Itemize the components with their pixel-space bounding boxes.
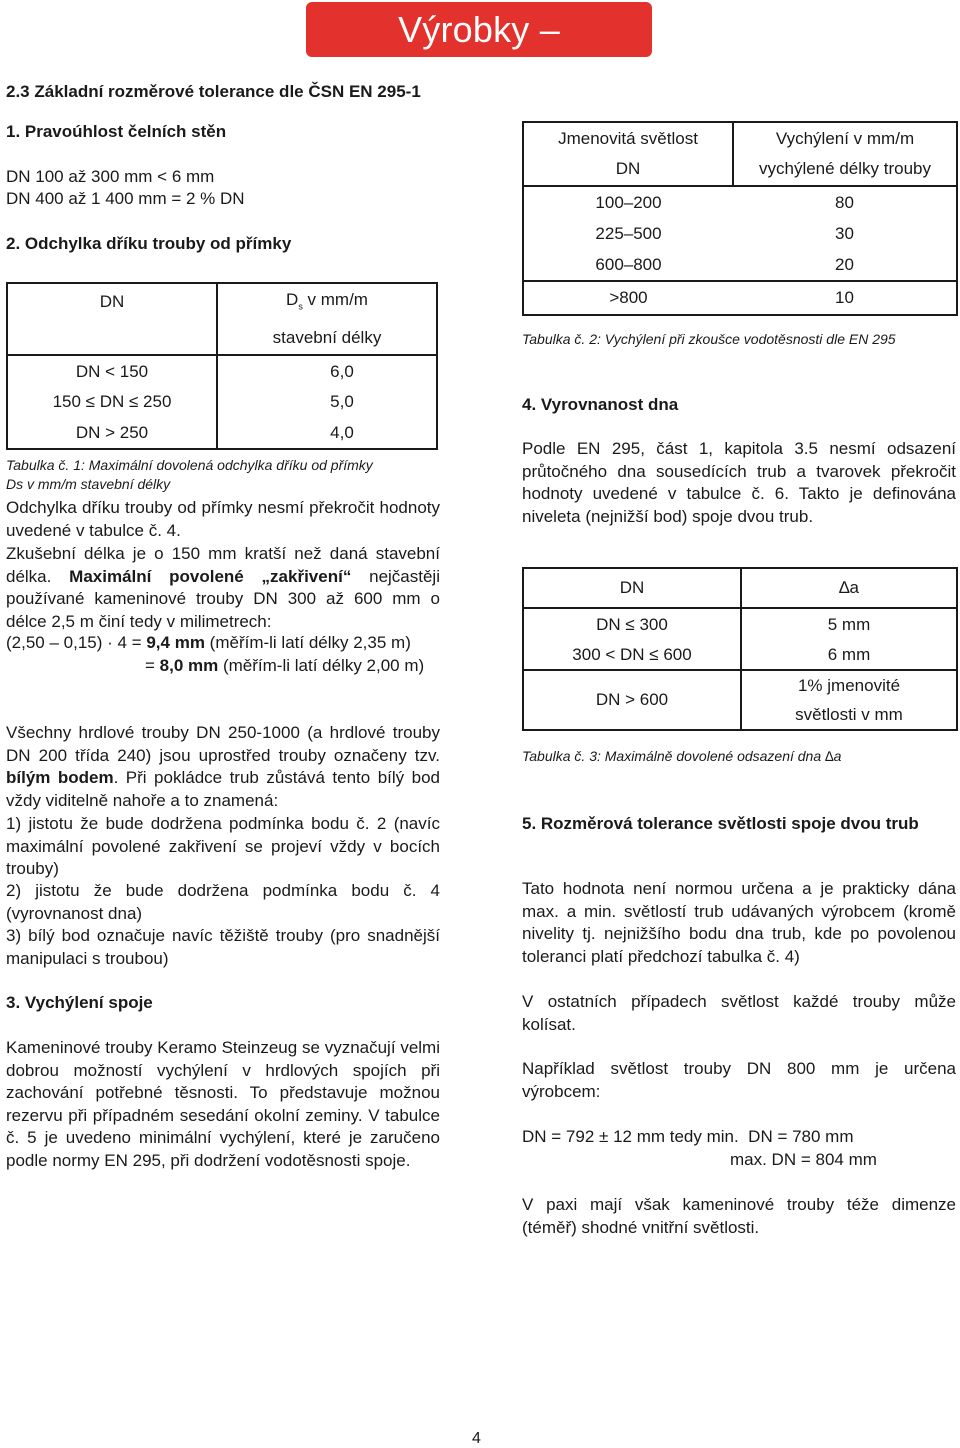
- table3-cell-val: 6 mm: [741, 640, 957, 670]
- table1-header-ds-line2: stavební délky: [272, 328, 382, 348]
- page-header-banner: [306, 2, 652, 105]
- para-6: Tato hodnota není normou určena a je prakticky dána max. a min. světlostí trub udávaných výrobcem (kromě nivelity tj. nejnižšího bodu dna trub, kde po povolenou toleranci platí předchozí tabulka č. 4): [522, 879, 956, 966]
- table1-caption-label: Tabulka č.: [6, 457, 70, 473]
- para2-a: Zkušební délka je o 150 mm kratší než daná stavební délka.: [6, 544, 440, 586]
- table-row: [523, 186, 957, 219]
- para2-bold: Maximální povolené „zakřivení“: [69, 566, 352, 586]
- para2-b: nejčastěji používané kameninové trouby DN 300 až 600 mm o délce 2,5 m činí tedy v milimetrech:: [6, 566, 440, 631]
- para-9: V paxi mají však kameninové trouby téže dimenze (téměř) shodné vnitřní světlosti.: [522, 1195, 956, 1237]
- s1-line1: DN 100 až 300 mm < 6 mm: [6, 167, 215, 186]
- table-1: [6, 282, 438, 450]
- table2-header-val-line2: vychýlené délky trouby: [759, 159, 931, 178]
- para-7: V ostatních případech světlost každé trouby může kolísat.: [522, 992, 956, 1034]
- section-title: 2.3 Základní rozměrové tolerance dle ČSN EN 295-1: [6, 82, 421, 101]
- table2-header-dn: [523, 122, 733, 186]
- para3-bold: bílým bodem: [6, 768, 114, 787]
- table1-cell-val: 5,0: [330, 392, 354, 412]
- table1-cell-dn: DN > 250: [7, 417, 217, 449]
- formula1-a: (2,50 – 0,15) · 4 =: [6, 633, 147, 652]
- table2-cell-dn: 600–800: [595, 254, 662, 274]
- formula-1: [6, 632, 411, 655]
- table3-cell-dn: DN > 600: [523, 670, 741, 730]
- table2-header-val-line1: Vychýlení v mm/m: [775, 129, 915, 148]
- formula2-a: =: [145, 656, 160, 675]
- list-item-1: 1) jistotu že bude dodržena podmínka bodu č. 2 (navíc maximální povolené zakřivení se projeví vždy v bocích trouby): [6, 814, 440, 878]
- table3-caption-text: 3: Maximálně dovolené odsazení dna: [585, 748, 826, 764]
- table2-cell-dn: 225–500: [595, 224, 662, 243]
- table1-caption: [6, 457, 446, 495]
- table1-cell-val: 4,0: [330, 422, 354, 442]
- s3-title: 3. Vychýlení spoje: [6, 993, 153, 1012]
- table2-cell-val: 80: [835, 193, 854, 212]
- table3-cell-dn: DN ≤ 300: [523, 608, 741, 640]
- table3-last-val2: světlosti v mm: [795, 705, 903, 724]
- s4-title: 4. Vyrovnanost dna: [522, 395, 679, 414]
- table3-last-val1: 1% jmenovité: [797, 676, 901, 695]
- table1-header-ds-d: D: [286, 290, 299, 309]
- table-row: [523, 640, 957, 670]
- para-2: [6, 543, 440, 633]
- table2-caption-text: 2: Vychýlení při zkoušce vodotěsnosti dle EN 295: [585, 331, 896, 347]
- table1-cell-dn: DN < 150: [7, 355, 217, 387]
- para-3: [6, 722, 440, 812]
- table1-caption-line2: Ds v mm/m stavební délky: [6, 476, 171, 492]
- para-1: Odchylka dříku trouby od přímky nesmí překročit hodnoty uvedené v tabulce č. 4.: [6, 498, 440, 540]
- para-8: Například světlost trouby DN 800 mm je určena výrobcem:: [522, 1059, 956, 1101]
- s2-title: 2. Odchylka dříku trouby od přímky: [6, 234, 292, 253]
- s1-line2: DN 400 až 1 400 mm = 2 % DN: [6, 189, 245, 208]
- table3-cell-dn: 300 < DN ≤ 600: [523, 640, 741, 670]
- list-item-2: 2) jistotu že bude dodržena podmínka bodu č. 4 (vyrovnanost dna): [6, 881, 440, 923]
- table3-caption-label: Tabulka č.: [522, 748, 586, 764]
- list-item-3: 3) bílý bod označuje navíc těžiště trouby (pro snadnější manipulaci s troubou): [6, 926, 440, 968]
- eq-2: max. DN = 804 mm: [730, 1150, 877, 1169]
- table2-caption: [522, 331, 960, 347]
- table2-cell-val: 10: [733, 281, 957, 315]
- table1-cell-val: 6,0: [330, 361, 354, 381]
- formula1-b: (měřím-li latí délky 2,35 m): [204, 633, 411, 652]
- s5-title: 5. Rozměrová tolerance světlosti spoje dvou trub: [522, 814, 919, 833]
- table2-cell-dn: 100–200: [595, 193, 662, 212]
- page-number: 4: [472, 1430, 481, 1447]
- table2-caption-label: Tabulka č.: [522, 331, 586, 347]
- table3-caption: [522, 748, 960, 764]
- para3-a: Všechny hrdlové trouby DN 250-1000 (a hrdlové trouby DN 200 třída 240) jsou uprostřed trouby označeny tzv.: [6, 723, 440, 765]
- table-row: [7, 387, 437, 417]
- table2-header-dn-line1: Jmenovitá světlost: [558, 129, 698, 148]
- formula2-bold: 8,0 mm: [159, 656, 219, 675]
- table-row: [523, 608, 957, 640]
- table-row: [523, 670, 957, 730]
- table2-cell-val: 20: [835, 254, 854, 274]
- table3-cell-val-multi: [741, 670, 957, 730]
- para-5: Podle EN 295, část 1, kapitola 3.5 nesmí odsazení průtočného dna sousedících trub a tvarovek překročit hodnoty uvedené v tabulce č. 6. Takto je definována niveleta (nejnižší bod) spoje dvou trub.: [522, 439, 956, 526]
- table2-header-dn-line2: DN: [615, 159, 641, 178]
- page-header-title: Výrobky – všeobecně: [391, 9, 567, 105]
- table1-header-dn: DN: [7, 283, 217, 355]
- table-row: [7, 417, 437, 449]
- formula-2: [145, 655, 424, 678]
- table1-header-ds: [217, 283, 437, 355]
- table-row: [523, 249, 957, 281]
- para3-b: . Při pokládce trub zůstává tento bílý bod vždy viditelně nahoře a to znamená:: [6, 768, 440, 810]
- table-row: [523, 281, 957, 315]
- para-4: Kameninové trouby Keramo Steinzeug se vyznačují velmi dobrou možností vychýlení v hrdlových spojích při zachování potřebné těsnosti. To představuje možnou rezervu při případném sesedání okolní zeminy. V tabulce č. 5 je uvedeno minimální vychýlení, které je zaručeno podle normy EN 295, při dodržení vodotěsnosti spoje.: [6, 1038, 440, 1170]
- table3-header-a: ∆a: [741, 568, 957, 608]
- table2-cell-dn: >800: [523, 281, 733, 315]
- table1-header-ds-unit: v mm/m: [302, 290, 368, 309]
- eq-1: DN = 792 ± 12 mm tedy min. DN = 780 mm: [522, 1127, 854, 1146]
- table3-cell-val: 5 mm: [827, 614, 871, 634]
- table1-header-ds-sub: s: [298, 301, 303, 312]
- table1-cell-dn: 150 ≤ DN ≤ 250: [7, 387, 217, 417]
- table-3: [522, 567, 958, 731]
- table-row: [523, 219, 957, 249]
- table3-caption-sym: ∆a: [825, 748, 842, 764]
- table1-caption-text: 1: Maximální dovolená odchylka dříku od přímky: [69, 457, 373, 473]
- table-2: [522, 121, 958, 316]
- table2-header-val: [733, 122, 957, 186]
- table-row: [7, 355, 437, 387]
- s1-title: 1. Pravoúhlost čelních stěn: [6, 122, 227, 141]
- formula2-b: (měřím-li latí délky 2,00 m): [218, 656, 425, 675]
- table3-header-dn: DN: [523, 568, 741, 608]
- formula1-bold: 9,4 mm: [146, 633, 205, 652]
- table2-cell-val: 30: [835, 224, 854, 243]
